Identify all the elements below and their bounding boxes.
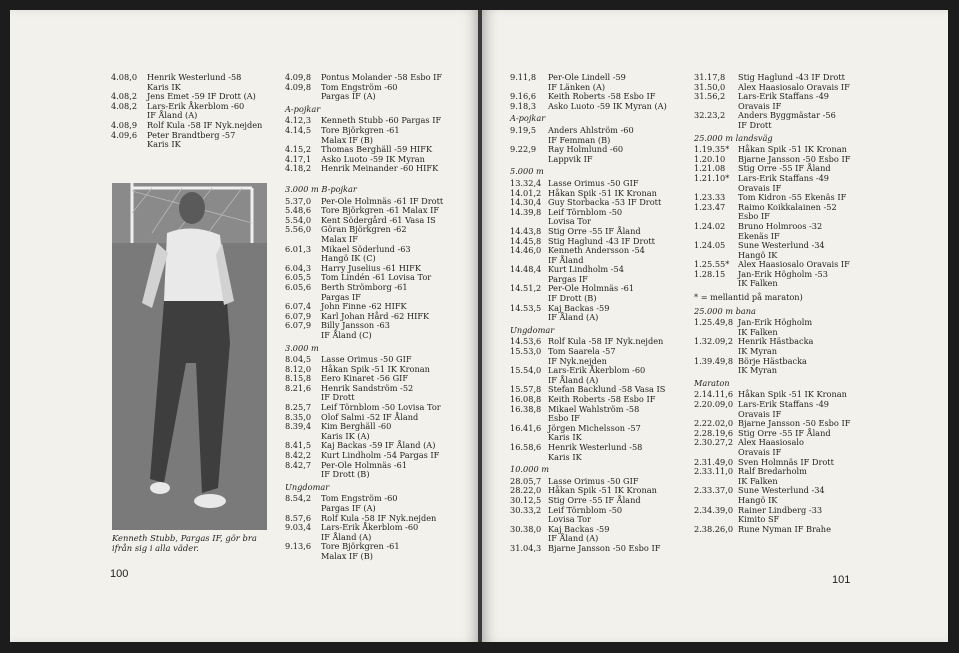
result-time: 28.22,0: [510, 485, 542, 496]
athlete-name: IF Länken (A): [548, 81, 606, 92]
result-time: 8.25,7: [285, 402, 312, 413]
athlete-name: Anders Ahlström -60: [548, 124, 634, 135]
athlete-name: Stig Haglund -43 IF Drott: [738, 72, 845, 82]
athlete-name: Kenneth Stubb -60 Pargas IF: [321, 115, 442, 126]
result-row: [285, 331, 443, 341]
event-heading: 10.000 m: [510, 464, 550, 475]
athlete-name: Sune Westerlund -34: [738, 240, 825, 251]
result-time: 8.41,5: [285, 440, 312, 451]
athlete-name: Tom Engström -60: [321, 81, 398, 92]
athlete-name: Thomas Berghäll -59 HIFK: [321, 144, 433, 155]
result-time: 6.05,5: [285, 272, 312, 283]
result-time: 1.39.49,8: [694, 355, 734, 366]
result-time: 31.56,2: [694, 91, 726, 102]
result-time: 1.23.33: [694, 192, 726, 203]
result-time: 1.24.05: [694, 240, 726, 251]
athlete-name: John Finne -62 HIFK: [321, 301, 407, 312]
result-time: 2.30.27,2: [694, 437, 734, 448]
result-time: 15.57,8: [510, 384, 542, 395]
athlete-name: Tom Saarela -57: [548, 346, 616, 357]
result-row: [510, 155, 667, 165]
athlete-name: Håkan Spik -51 IK Kronan: [738, 389, 847, 400]
result-time: 14.53,6: [510, 336, 542, 347]
runner-photo-graphic: [112, 183, 267, 530]
result-time: 1.21.10*: [694, 172, 730, 183]
event-heading: 3.000 m B-pojkar: [285, 184, 357, 194]
result-time: 16.41,6: [510, 422, 542, 433]
athlete-name: IF Åland: [548, 254, 584, 265]
result-time: 6.05,6: [285, 281, 312, 292]
athlete-name: Henrik Westerlund -58: [548, 441, 643, 452]
result-row: [510, 265, 667, 275]
athlete-name: Lars-Erik Staffans -49: [738, 172, 830, 183]
result-time: 8.42,2: [285, 450, 312, 461]
athlete-name: Kim Berghäll -60: [321, 421, 392, 432]
athlete-name: Per-Ole Holmnäs -61 IF Drott: [321, 195, 444, 206]
athlete-name: Pargas IF (A): [321, 91, 376, 102]
athlete-name: Håkan Spik -51 IK Kronan: [548, 187, 657, 198]
athlete-name: Tom Kidron -55 Ekenäs IF: [738, 192, 847, 203]
result-time: 2.31.49,0: [694, 456, 734, 467]
result-time: 9.19,5: [510, 124, 537, 135]
result-time: 4.12,3: [285, 115, 312, 126]
athlete-name: Jan-Erik Högholm -53: [738, 268, 828, 279]
athlete-name: Stig Orre -55 IF Åland: [548, 225, 641, 236]
athlete-name: Lasse Orimus -50 GIF: [548, 177, 639, 188]
athlete-name: IF Drott: [738, 119, 772, 130]
result-time: 2.28.19,6: [694, 427, 734, 438]
result-time: 2.34.39,0: [694, 504, 734, 515]
athlete-name: Asko Luoto -59 IK Myran: [321, 153, 425, 164]
athlete-name: Börje Hästbacka: [738, 355, 807, 366]
athlete-name: Tore Björkgren -61 Malax IF: [321, 205, 440, 216]
athlete-name: Lovisa Tor: [548, 216, 591, 227]
athlete-name: IF Femman (B): [548, 134, 611, 145]
result-time: 1.20.10: [694, 153, 726, 164]
result-time: 14.51,2: [510, 283, 542, 294]
athlete-name: Berth Strömborg -61: [321, 281, 408, 292]
result-time: 8.35,0: [285, 411, 312, 422]
event-heading: Ungdomar: [510, 324, 555, 335]
result-row: [510, 405, 667, 415]
athlete-name: Lars-Erik Åkerblom -60: [321, 522, 419, 533]
athlete-name: Hangö IK: [738, 249, 778, 260]
athlete-name: Stig Haglund -43 IF Drott: [548, 235, 655, 246]
results-column-3: [510, 73, 667, 554]
athlete-name: Pargas IF: [321, 291, 361, 302]
athlete-name: Göran Björkgren -62: [321, 224, 407, 235]
result-time: 2.20.09,0: [694, 399, 734, 409]
event-heading: 25.000 m bana: [694, 305, 756, 316]
athlete-name: IF Nyk.nejden: [548, 355, 607, 366]
result-row: [694, 525, 850, 535]
athlete-name: Guy Storbacka -53 IF Drott: [548, 197, 662, 208]
result-time: 1.19.35*: [694, 144, 730, 155]
athlete-name: Karis IK (A): [321, 430, 370, 441]
athlete-name: IF Drott: [321, 392, 355, 403]
result-time: 6.07,4: [285, 301, 312, 312]
athlete-name: Henrik Hästbacka: [738, 336, 814, 347]
result-row: [285, 92, 442, 102]
result-time: 4.09,8: [285, 72, 312, 82]
result-row: [285, 552, 443, 562]
result-row: [285, 164, 442, 174]
athlete-name: Billy Jansson -63: [321, 320, 390, 331]
result-time: 4.17,1: [285, 153, 312, 164]
athlete-name: Lars-Erik Åkerblom -60: [548, 365, 646, 376]
athlete-name: Henrik Westerlund -58: [147, 72, 242, 82]
athlete-name: Esbo IF: [548, 413, 580, 424]
result-time: 6.07,9: [285, 310, 312, 321]
result-time: 28.05,7: [510, 475, 542, 486]
athlete-name: Rolf Kula -58 IF Nyk.nejden: [147, 119, 263, 130]
result-time: 4.08,9: [111, 119, 138, 130]
result-row: [694, 203, 850, 213]
result-time: 1.23.47: [694, 201, 726, 212]
result-time: 16.08,8: [510, 394, 542, 404]
athlete-name: Mikael Söderlund -63: [321, 243, 411, 254]
athlete-name: Kaj Backas -59 IF Åland (A): [321, 440, 436, 451]
result-row: [510, 443, 667, 453]
athlete-name: Harry Juselius -61 HIFK: [321, 262, 421, 273]
result-time: 5.48,6: [285, 205, 312, 216]
result-time: 4.08,2: [111, 91, 138, 102]
athlete-name: Leif Törnblom -50: [548, 206, 623, 217]
athlete-name: Rolf Kula -58 IF Nyk.nejden: [548, 336, 664, 347]
athlete-name: Stig Orre -55 IF Åland: [548, 494, 641, 505]
athlete-name: Jörgen Michelsson -57: [548, 422, 641, 433]
athlete-name: Olof Salmi -52 IF Åland: [321, 411, 419, 422]
result-time: 2.14.11,6: [694, 389, 734, 400]
result-row: [285, 225, 443, 235]
event-heading: A-pojkar: [510, 113, 546, 124]
result-time: 14.43,8: [510, 225, 542, 236]
result-time: 2.33.37,0: [694, 485, 734, 496]
photo-caption: [112, 533, 272, 553]
result-time: 31.04,3: [510, 542, 542, 553]
result-time: 8.54,2: [285, 493, 312, 504]
athlete-name: Alex Haasiosalo Oravais IF: [738, 81, 850, 92]
results-column-2-bottom: [285, 182, 443, 562]
result-time: 6.01,3: [285, 243, 312, 254]
athlete-name: Karis IK: [147, 139, 181, 150]
athlete-name: Karis IK: [548, 451, 582, 462]
result-time: 4.15,2: [285, 144, 312, 155]
athlete-name: Kurt Lindholm -54 Pargas IF: [321, 450, 440, 461]
page-number-right: 101: [832, 574, 851, 586]
athlete-name: Per-Ole Holmnäs -61: [321, 459, 408, 470]
athlete-name: Håkan Spik -51 IK Kronan: [738, 144, 847, 155]
result-time: 14.46,0: [510, 245, 542, 256]
caption-line-2: ifrån sig i alla väder.: [112, 543, 199, 553]
athlete-name: Eero Kinaret -56 GIF: [321, 373, 409, 384]
result-time: 9.03,4: [285, 522, 312, 533]
athlete-name: Kenneth Andersson -54: [548, 245, 645, 256]
result-row: [694, 366, 850, 376]
athlete-name: Per-Ole Holmnäs -61: [548, 283, 635, 294]
athlete-name: Lars-Erik Staffans -49: [738, 91, 830, 102]
result-time: 8.39,4: [285, 421, 312, 432]
result-row: [510, 544, 667, 554]
result-time: 6.04,3: [285, 262, 312, 273]
result-time: 4.09,6: [111, 129, 138, 140]
result-row: [285, 384, 443, 394]
results-column-4: [694, 73, 850, 534]
athlete-name: Karis IK: [147, 81, 181, 92]
event-heading: Ungdomar: [285, 481, 330, 492]
result-row: [285, 283, 443, 293]
athlete-name: Pargas IF (A): [321, 503, 376, 513]
athlete-name: Lars-Erik Åkerblom -60: [147, 100, 245, 111]
result-time: 8.21,6: [285, 382, 312, 393]
result-time: 1.28.15: [694, 268, 726, 279]
athlete-name: Stig Orre -55 IF Åland: [738, 163, 831, 174]
result-time: 4.08,2: [111, 100, 138, 111]
result-time: 9.11,8: [510, 72, 537, 82]
result-time: 16.38,8: [510, 403, 542, 414]
athlete-name: Oravais IF: [738, 408, 782, 419]
athlete-name: Lovisa Tor: [548, 514, 591, 525]
athlete-name: IF Åland (A): [548, 533, 599, 544]
result-time: 1.32.09,2: [694, 336, 734, 347]
athlete-name: Lars-Erik Staffans -49: [738, 399, 830, 409]
athlete-name: Hangö IK (C): [321, 253, 376, 264]
athlete-name: Anders Byggmästar -56: [738, 110, 836, 121]
result-time: 2.38.26,0: [694, 523, 734, 534]
result-time: 31.50,0: [694, 81, 726, 92]
athlete-name: Ralf Bredarholm: [738, 466, 807, 477]
athlete-name: Stig Orre -55 IF Åland: [738, 427, 831, 438]
result-time: 30.38,0: [510, 523, 542, 534]
result-row: [510, 246, 667, 256]
result-row: [510, 453, 667, 463]
result-row: [510, 102, 667, 112]
runner-photo: [112, 183, 267, 530]
event-heading: 3.000 m: [285, 342, 319, 353]
athlete-name: Bjarne Jansson -50 Esbo IF: [738, 153, 851, 164]
result-row: [111, 73, 262, 83]
athlete-name: Alex Haasiosalo Oravais IF: [738, 259, 850, 270]
result-time: 9.22,9: [510, 144, 537, 155]
athlete-name: Bjarne Jansson -50 Esbo IF: [548, 542, 661, 553]
result-time: 6.07,9: [285, 320, 312, 331]
result-row: [694, 121, 850, 131]
results-column-1: [111, 73, 262, 150]
athlete-name: IF Drott (B): [321, 469, 370, 480]
athlete-name: Tom Lindén -61 Lovisa Tor: [321, 272, 432, 283]
result-time: 13.32,4: [510, 177, 542, 188]
athlete-name: IF Åland (A): [147, 110, 198, 121]
athlete-name: Sune Westerlund -34: [738, 485, 825, 496]
result-time: 14.53,5: [510, 302, 542, 313]
athlete-name: Rainer Lindberg -33: [738, 504, 823, 515]
page-number-left: 100: [110, 568, 129, 580]
athlete-name: Lappvik IF: [548, 153, 593, 164]
result-time: 15.54,0: [510, 365, 542, 376]
athlete-name: IF Drott (B): [548, 293, 597, 304]
result-time: 5.37,0: [285, 195, 312, 206]
athlete-name: Tore Björkgren -61: [321, 124, 400, 135]
result-time: 14.30,4: [510, 197, 542, 208]
result-time: 16.58,6: [510, 441, 542, 452]
athlete-name: Rolf Kula -58 IF Nyk.nejden: [321, 512, 437, 523]
athlete-name: Tom Engström -60: [321, 493, 398, 504]
athlete-name: Keith Roberts -58 Esbo IF: [548, 91, 656, 102]
result-time: 30.33,2: [510, 504, 542, 515]
athlete-name: IK Falken: [738, 278, 778, 289]
result-time: 1.21.08: [694, 163, 726, 174]
result-time: 1.25.55*: [694, 259, 730, 270]
athlete-name: Alex Haasiosalo: [738, 437, 804, 448]
athlete-name: Henrik Sandström -52: [321, 382, 414, 393]
athlete-name: Kimito SF: [738, 514, 780, 525]
athlete-name: Lasse Orimus -50 GIF: [548, 475, 639, 486]
result-row: [111, 131, 262, 141]
event-heading: 5.000 m: [510, 166, 544, 177]
result-time: 15.53,0: [510, 346, 542, 357]
result-time: 9.16,6: [510, 91, 537, 102]
results-column-2-top: [285, 73, 442, 174]
result-row: [694, 111, 850, 121]
athlete-name: Malax IF (B): [321, 134, 373, 145]
athlete-name: Malax IF (B): [321, 550, 373, 561]
result-row: [694, 279, 850, 289]
athlete-name: Sven Holmnäs IF Drott: [738, 456, 834, 467]
athlete-name: Hangö IK: [738, 494, 778, 505]
result-time: 1.24.02: [694, 220, 726, 231]
athlete-name: Lasse Orimus -50 GIF: [321, 354, 412, 365]
footnote: * = mellantid på maraton): [694, 292, 803, 303]
result-time: 8.57,6: [285, 512, 312, 523]
result-row: [510, 313, 667, 323]
result-row: [111, 140, 262, 150]
athlete-name: Pontus Molander -58 Esbo IF: [321, 72, 443, 82]
athlete-name: Ekenäs IF: [738, 230, 780, 241]
event-heading: Maraton: [694, 377, 730, 388]
athlete-name: IF Åland (C): [321, 329, 372, 340]
athlete-name: Mikael Wahlström -58: [548, 403, 640, 414]
athlete-name: Keith Roberts -58 Esbo IF: [548, 394, 656, 404]
athlete-name: Jens Emet -59 IF Drott (A): [147, 91, 256, 102]
athlete-name: Oravais IF: [738, 100, 782, 111]
athlete-name: Leif Törnblom -50 Lovisa Tor: [321, 402, 441, 413]
athlete-name: IF Åland (A): [548, 374, 599, 385]
athlete-name: Bjarne Jansson -50 Esbo IF: [738, 418, 851, 429]
caption-line-1: Kenneth Stubb, Pargas IF, gör bra: [112, 533, 257, 543]
result-time: 8.12,0: [285, 363, 312, 374]
event-heading: A-pojkar: [285, 103, 321, 114]
athlete-name: Bruno Holmroos -32: [738, 220, 823, 231]
athlete-name: Karl Johan Hård -62 HIFK: [321, 310, 430, 321]
athlete-name: Asko Luoto -59 IK Myran (A): [548, 100, 667, 111]
result-time: 2.22.02,0: [694, 418, 734, 429]
athlete-name: Malax IF: [321, 233, 358, 244]
athlete-name: Håkan Spik -51 IK Kronan: [321, 363, 430, 374]
athlete-name: IK Falken: [738, 475, 778, 486]
result-time: 14.45,8: [510, 235, 542, 246]
athlete-name: Leif Törnblom -50: [548, 504, 623, 515]
athlete-name: Kent Södergård -61 Vasa IS: [321, 214, 436, 225]
result-time: 1.25.49,8: [694, 317, 734, 328]
athlete-name: IK Falken: [738, 326, 778, 337]
athlete-name: Ray Holmlund -60: [548, 144, 624, 155]
result-time: 32.23,2: [694, 110, 726, 121]
athlete-name: Oravais IF: [738, 182, 782, 193]
result-time: 8.15,8: [285, 373, 312, 384]
result-time: 9.18,3: [510, 100, 537, 111]
athlete-name: Karis IK: [548, 432, 582, 443]
athlete-name: Henrik Meinander -60 HIFK: [321, 163, 439, 174]
athlete-name: IF Åland (A): [321, 531, 372, 542]
result-time: 4.14,5: [285, 124, 312, 135]
result-time: 14.39,8: [510, 206, 542, 217]
athlete-name: Rune Nyman IF Brahe: [738, 523, 831, 534]
athlete-name: Tore Björkgren -61: [321, 541, 400, 552]
result-time: 8.42,7: [285, 459, 312, 470]
result-time: 8.04,5: [285, 354, 312, 365]
result-time: 4.09,8: [285, 81, 312, 92]
athlete-name: Peter Brandtberg -57: [147, 129, 236, 140]
athlete-name: Håkan Spik -51 IK Kronan: [548, 485, 657, 496]
athlete-name: Esbo IF: [738, 211, 770, 222]
result-time: 9.13,6: [285, 541, 312, 552]
athlete-name: Raimo Koikkalainen -52: [738, 201, 837, 212]
athlete-name: Stefan Backlund -58 Vasa IS: [548, 384, 666, 395]
result-time: 30.12,5: [510, 494, 542, 505]
result-time: 5.56,0: [285, 224, 312, 235]
result-time: 31.17,8: [694, 72, 726, 82]
athlete-name: Kurt Lindholm -54: [548, 264, 624, 275]
athlete-name: Kaj Backas -59: [548, 302, 610, 313]
result-time: 5.54,0: [285, 214, 312, 225]
athlete-name: Pargas IF: [548, 273, 588, 284]
athlete-name: Per-Ole Lindell -59: [548, 72, 626, 82]
athlete-name: IF Åland (A): [548, 312, 599, 323]
event-heading: 25.000 m landsväg: [694, 132, 773, 143]
result-time: 14.01,2: [510, 187, 542, 198]
result-time: 4.08,0: [111, 72, 138, 82]
result-time: 14.48,4: [510, 264, 542, 275]
result-row: [510, 424, 667, 434]
athlete-name: IK Myran: [738, 365, 778, 376]
result-row: [285, 470, 443, 480]
result-time: 2.33.11,0: [694, 466, 734, 477]
result-time: 4.18,2: [285, 163, 312, 174]
athlete-name: Kaj Backas -59: [548, 523, 610, 534]
athlete-name: IK Myran: [738, 346, 778, 357]
athlete-name: Oravais IF: [738, 446, 782, 457]
athlete-name: Jan-Erik Högholm: [738, 317, 813, 328]
